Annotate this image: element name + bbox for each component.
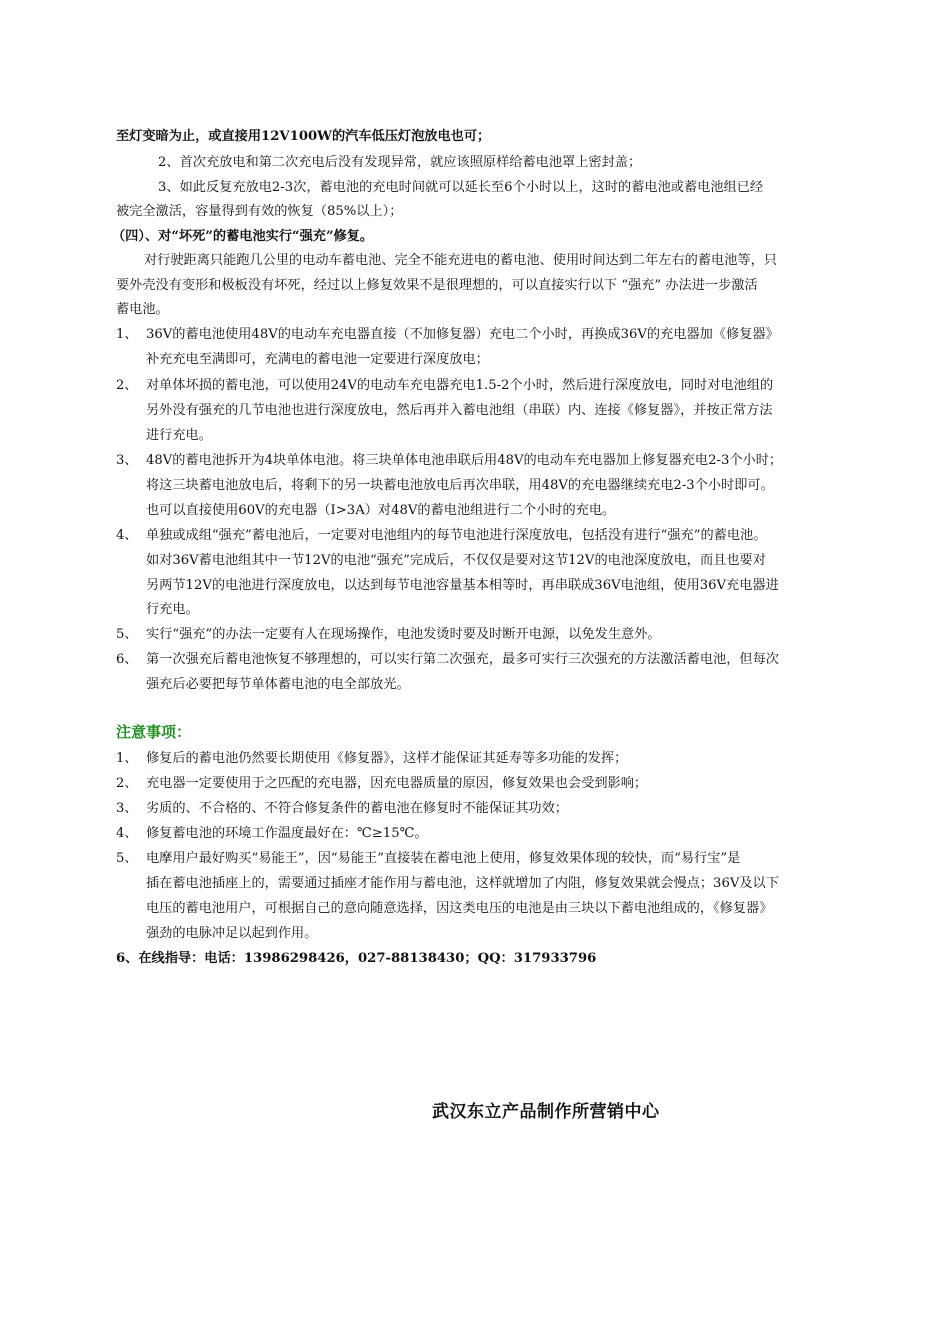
list-item-line: 补充充电至满即可，充满电的蓄电池一定要进行深度放电； bbox=[146, 352, 489, 367]
list-item-line: 行充电。 bbox=[146, 602, 199, 617]
list-item-line: 单独或成组“强充”蓄电池后，一定要对电池组内的每节电池进行深度放电，包括没有进行“强充”的蓄电池。 bbox=[146, 528, 767, 543]
intro-line-3a: 3、如此反复充放电2-3次，蓄电池的充电时间就可以延长至6个小时以上，这时的蓄电池或蓄电池组已经 bbox=[158, 180, 764, 195]
section-para-line-3: 蓄电池。 bbox=[116, 302, 169, 317]
list-item-line: 充电器一定要使用于之匹配的充电器，因充电器质量的原因，修复效果也会受到影响； bbox=[146, 776, 648, 791]
notes-heading: 注意事项： bbox=[116, 723, 192, 741]
list-item-number: 2、 bbox=[116, 378, 138, 393]
list-item-number: 3、 bbox=[116, 453, 138, 468]
intro-line-2: 2、首次充放电和第二次充电后没有发现异常，就应该照原样给蓄电池罩上密封盖； bbox=[158, 155, 642, 170]
list-item-line: 强充后必要把每节单体蓄电池的电全部放光。 bbox=[146, 677, 410, 692]
intro-line-3b: 被完全激活，容量得到有效的恢复（85%以上）； bbox=[116, 204, 403, 219]
contact-line: 6、在线指导：电话：13986298426，027-88138430；QQ：317933796 bbox=[116, 951, 597, 966]
list-item-line: 强劲的电脉冲足以起到作用。 bbox=[146, 926, 318, 941]
list-item-line: 将这三块蓄电池放电后，将剩下的另一块蓄电池放电后再次串联，用48V的充电器继续充电2-3个小时即可。 bbox=[146, 478, 774, 493]
list-item-number: 2、 bbox=[116, 776, 138, 791]
list-item-line: 实行“强充”的办法一定要有人在现场操作，电池发烫时要及时断开电源，以免发生意外。 bbox=[146, 627, 661, 642]
list-item-line: 电摩用户最好购买“易能王”，因“易能王”直接装在蓄电池上使用，修复效果体现的较快，而“易行宝”是 bbox=[146, 851, 741, 866]
section-para-line-1: 对行驶距离只能跑几公里的电动车蓄电池、完全不能充进电的蓄电池、使用时间达到二年左右的蓄电池等，只 bbox=[144, 253, 777, 268]
list-item-number: 5、 bbox=[116, 627, 138, 642]
list-item-line: 36V的蓄电池使用48V的电动车充电器直接（不加修复器）充电二个小时，再换成36V的充电器加《修复器》 bbox=[146, 327, 779, 342]
list-item-line: 劣质的、不合格的、不符合修复条件的蓄电池在修复时不能保证其功效； bbox=[146, 801, 568, 816]
section-heading: （四）、对“坏死”的蓄电池实行“强充”修复。 bbox=[112, 229, 374, 244]
list-item-line: 也可以直接使用60V的充电器（I>3A）对48V的蓄电池组进行二个小时的充电。 bbox=[146, 503, 616, 518]
company-signature: 武汉东立产品制作所营销中心 bbox=[432, 1102, 660, 1122]
list-item-line: 48V的蓄电池拆开为4块单体电池。将三块单体电池串联后用48V的电动车充电器加上修复器充电2-3个小时； bbox=[146, 453, 783, 468]
list-item-number: 6、 bbox=[116, 652, 138, 667]
list-item-line: 如对36V蓄电池组其中一节12V的电池“强充”完成后，不仅仅是要对这节12V的电池深度放电，而且也要对 bbox=[146, 553, 766, 568]
list-item-number: 1、 bbox=[116, 327, 138, 342]
list-item-line: 插在蓄电池插座上的，需要通过插座才能作用与蓄电池，这样就增加了内阻，修复效果就会慢点；36V及以下 bbox=[146, 876, 779, 891]
section-para-line-2: 要外壳没有变形和极板没有坏死，经过以上修复效果不是很理想的，可以直接实行以下 “强充” 办法进一步激活 bbox=[116, 278, 758, 293]
list-item-line: 另外没有强充的几节电池也进行深度放电，然后再并入蓄电池组（串联）内、连接《修复器》，并按正常方法 bbox=[146, 403, 773, 418]
list-item-number: 3、 bbox=[116, 801, 138, 816]
list-item-line: 修复蓄电池的环境工作温度最好在：℃≥15℃。 bbox=[146, 826, 428, 841]
list-item-number: 4、 bbox=[116, 826, 138, 841]
list-item-line: 另两节12V的电池进行深度放电，以达到每节电池容量基本相等时，再串联成36V电池组，使用36V充电器进 bbox=[146, 578, 779, 593]
list-item-number: 5、 bbox=[116, 851, 138, 866]
list-item-line: 进行充电。 bbox=[146, 428, 212, 443]
intro-line-1: 至灯变暗为止，或直接用12V100W的汽车低压灯泡放电也可； bbox=[116, 129, 491, 144]
list-item-number: 1、 bbox=[116, 751, 138, 766]
list-item-number: 4、 bbox=[116, 528, 138, 543]
list-item-line: 第一次强充后蓄电池恢复不够理想的，可以实行第二次强充，最多可实行三次强充的方法激活蓄电池，但每次 bbox=[146, 652, 779, 667]
list-item-line: 修复后的蓄电池仍然要长期使用《修复器》，这样才能保证其延寿等多功能的发挥； bbox=[146, 751, 628, 766]
list-item-line: 电压的蓄电池用户，可根据自己的意向随意选择，因这类电压的电池是由三块以下蓄电池组成的，《修复器》 bbox=[146, 901, 773, 916]
list-item-line: 对单体坏损的蓄电池，可以使用24V的电动车充电器充电1.5-2个小时，然后进行深度放电，同时对电池组的 bbox=[146, 378, 774, 393]
